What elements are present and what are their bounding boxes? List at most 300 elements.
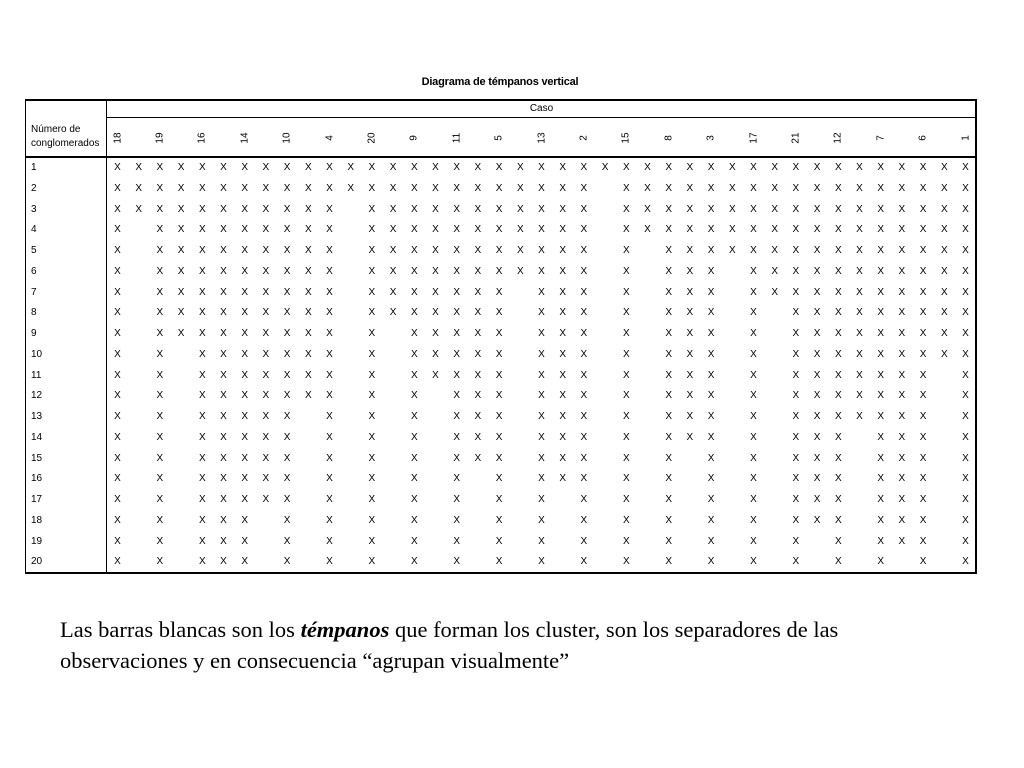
join-mark: X (559, 369, 567, 381)
case-mark: X (326, 203, 333, 215)
join-mark: X (856, 203, 863, 215)
case-mark: X (665, 203, 673, 215)
join-mark: X (644, 224, 651, 236)
join-mark: X (432, 348, 439, 360)
join-mark: X (389, 245, 397, 256)
case-mark: X (962, 245, 969, 256)
case-label-text: 12 (832, 132, 844, 144)
case-mark: X (495, 224, 503, 236)
case-mark: X (241, 494, 249, 505)
case-mark: X (665, 348, 673, 360)
case-mark: X (241, 307, 249, 319)
case-mark: X (962, 556, 969, 568)
join-mark: X (686, 411, 694, 422)
case-mark: X (834, 452, 842, 464)
join-mark: X (940, 203, 948, 215)
join-mark: X (177, 307, 185, 319)
case-mark: X (877, 203, 885, 215)
case-mark: X (410, 369, 418, 381)
case-mark: X (580, 411, 588, 422)
case-mark: X (834, 328, 842, 339)
join-mark: X (220, 473, 227, 485)
join-mark: X (601, 162, 609, 173)
caption (60, 614, 960, 676)
row-header: Número de conglomerados (31, 124, 100, 149)
case-label (573, 120, 594, 156)
case-mark: X (750, 369, 757, 381)
case-mark: X (410, 431, 418, 443)
case-mark: X (962, 535, 969, 547)
case-mark: X (156, 494, 164, 505)
case-mark: X (580, 245, 588, 256)
cluster-count-label: 16 (31, 473, 43, 485)
case-mark: X (368, 328, 376, 339)
case-mark: X (326, 514, 333, 526)
case-mark: X (241, 390, 249, 402)
case-mark: X (326, 245, 333, 256)
case-mark: X (834, 286, 842, 298)
cluster-count-label: 2 (31, 182, 37, 194)
case-label (489, 120, 510, 156)
join-mark: X (304, 369, 312, 381)
case-mark: X (326, 328, 333, 339)
case-mark: X (326, 162, 333, 173)
join-mark: X (220, 265, 227, 277)
case-mark: X (665, 182, 673, 194)
join-mark: X (940, 182, 948, 194)
case-mark: X (241, 473, 249, 485)
case-mark: X (622, 431, 630, 443)
case-mark: X (962, 494, 969, 505)
case-mark: X (326, 224, 333, 236)
case-mark: X (792, 431, 800, 443)
case-mark: X (580, 224, 588, 236)
case-mark: X (622, 328, 630, 339)
case-mark: X (919, 265, 927, 277)
join-mark: X (686, 286, 694, 298)
join-mark: X (856, 224, 863, 236)
case-mark: X (665, 431, 673, 443)
case-mark: X (962, 348, 969, 360)
join-mark: X (262, 390, 270, 402)
case-mark: X (410, 224, 418, 236)
join-mark: X (474, 431, 482, 443)
case-mark: X (792, 452, 800, 464)
join-mark: X (177, 265, 185, 277)
case-label-text: 2 (578, 135, 590, 141)
case-mark: X (707, 452, 715, 464)
case-mark: X (198, 307, 206, 319)
case-label (870, 120, 891, 156)
join-mark: X (516, 245, 524, 256)
case-mark: X (326, 265, 333, 277)
join-mark: X (940, 348, 948, 360)
case-label (192, 120, 213, 156)
case-mark: X (114, 535, 121, 547)
case-mark: X (877, 494, 885, 505)
case-mark: X (750, 182, 757, 194)
case-mark: X (495, 535, 503, 547)
case-label (828, 120, 849, 156)
case-mark: X (707, 286, 715, 298)
join-mark: X (304, 348, 312, 360)
case-mark: X (156, 348, 164, 360)
cluster-count-label: 11 (31, 369, 42, 381)
case-mark: X (962, 411, 969, 422)
join-mark: X (686, 390, 694, 402)
case-mark: X (114, 328, 121, 339)
case-mark: X (580, 556, 588, 568)
case-mark: X (453, 452, 461, 464)
case-mark: X (622, 494, 630, 505)
case-mark: X (707, 265, 715, 277)
case-mark: X (156, 411, 164, 422)
case-mark: X (962, 307, 969, 319)
case-label-text: 1 (960, 135, 971, 141)
case-mark: X (665, 494, 673, 505)
case-mark: X (877, 245, 885, 256)
case-mark: X (580, 328, 588, 339)
case-mark: X (368, 369, 376, 381)
join-mark: X (220, 431, 227, 443)
case-mark: X (792, 245, 800, 256)
case-mark: X (919, 494, 927, 505)
case-mark: X (750, 348, 757, 360)
case-mark: X (792, 369, 800, 381)
case-mark: X (198, 348, 206, 360)
join-mark: X (728, 182, 736, 194)
cluster-count-label: 8 (31, 307, 37, 319)
join-mark: X (898, 348, 906, 360)
case-mark: X (495, 182, 503, 194)
case-mark: X (877, 162, 885, 173)
join-mark: X (898, 390, 906, 402)
case-mark: X (622, 348, 630, 360)
case-label (446, 120, 467, 156)
case-mark: X (580, 535, 588, 547)
join-mark: X (898, 265, 906, 277)
join-mark: X (262, 182, 270, 194)
case-mark: X (326, 431, 333, 443)
case-mark: X (750, 411, 757, 422)
join-mark: X (559, 473, 567, 485)
caso-divider (106, 117, 977, 118)
join-mark: X (474, 224, 482, 236)
case-mark: X (326, 182, 333, 194)
case-mark: X (665, 473, 673, 485)
case-mark: X (877, 348, 885, 360)
join-mark: X (177, 245, 185, 256)
case-mark: X (198, 369, 206, 381)
case-mark: X (665, 328, 673, 339)
case-mark: X (156, 162, 164, 173)
join-mark: X (559, 431, 567, 443)
join-mark: X (474, 328, 482, 339)
case-mark: X (665, 162, 673, 173)
case-mark: X (622, 286, 630, 298)
join-mark: X (686, 245, 694, 256)
join-mark: X (474, 348, 482, 360)
case-mark: X (622, 369, 630, 381)
case-mark: X (538, 535, 545, 547)
join-mark: X (432, 286, 439, 298)
caption-emphasis: témpanos (300, 617, 390, 642)
case-mark: X (877, 182, 885, 194)
case-label (743, 120, 764, 156)
case-mark: X (834, 245, 842, 256)
case-mark: X (198, 328, 206, 339)
join-mark: X (813, 390, 821, 402)
join-mark: X (389, 182, 397, 194)
case-mark: X (114, 286, 121, 298)
case-mark: X (114, 348, 121, 360)
join-mark: X (728, 203, 736, 215)
case-mark: X (241, 514, 249, 526)
join-mark: X (940, 307, 948, 319)
case-mark: X (919, 452, 927, 464)
join-mark: X (856, 328, 863, 339)
case-mark: X (453, 473, 461, 485)
case-mark: X (114, 452, 121, 464)
case-mark: X (622, 224, 630, 236)
join-mark: X (559, 411, 567, 422)
join-mark: X (220, 452, 227, 464)
join-mark: X (220, 348, 227, 360)
cluster-count-label: 13 (31, 411, 43, 422)
case-mark: X (665, 411, 673, 422)
join-mark: X (559, 182, 567, 194)
case-label (404, 120, 425, 156)
join-mark: X (813, 307, 821, 319)
join-mark: X (432, 182, 439, 194)
case-mark: X (495, 452, 503, 464)
case-mark: X (919, 286, 927, 298)
case-mark: X (283, 411, 291, 422)
case-mark: X (792, 535, 800, 547)
case-mark: X (156, 369, 164, 381)
join-mark: X (304, 328, 312, 339)
case-label (361, 120, 382, 156)
case-mark: X (156, 182, 164, 194)
case-mark: X (495, 556, 503, 568)
case-mark: X (410, 265, 418, 277)
case-mark: X (241, 224, 249, 236)
join-mark: X (813, 182, 821, 194)
join-mark: X (856, 162, 863, 173)
case-mark: X (283, 390, 291, 402)
join-mark: X (856, 390, 863, 402)
case-mark: X (580, 203, 588, 215)
case-mark: X (622, 265, 630, 277)
case-mark: X (368, 203, 376, 215)
cluster-count-label: 12 (31, 390, 43, 402)
case-mark: X (410, 514, 418, 526)
case-mark: X (114, 556, 121, 568)
join-mark: X (686, 369, 694, 381)
join-mark: X (389, 162, 397, 173)
case-mark: X (495, 162, 503, 173)
case-label-text: 18 (112, 132, 123, 144)
join-mark: X (898, 162, 906, 173)
join-mark: X (474, 286, 482, 298)
join-mark: X (474, 452, 482, 464)
case-mark: X (962, 328, 969, 339)
join-mark: X (813, 473, 821, 485)
case-mark: X (834, 369, 842, 381)
case-mark: X (962, 265, 969, 277)
join-mark: X (813, 328, 821, 339)
case-mark: X (114, 431, 121, 443)
join-mark: X (728, 245, 736, 256)
case-mark: X (622, 182, 630, 194)
join-mark: X (856, 369, 863, 381)
case-mark: X (750, 431, 757, 443)
case-mark: X (326, 494, 333, 505)
case-mark: X (156, 328, 164, 339)
case-mark: X (877, 224, 885, 236)
join-mark: X (771, 224, 779, 236)
join-mark: X (220, 514, 227, 526)
case-mark: X (877, 411, 885, 422)
case-mark: X (283, 369, 291, 381)
case-mark: X (962, 473, 969, 485)
case-label-text: 3 (705, 135, 717, 141)
join-mark: X (347, 162, 355, 173)
join-mark: X (559, 307, 567, 319)
case-mark: X (156, 203, 164, 215)
join-mark: X (559, 203, 567, 215)
case-mark: X (877, 286, 885, 298)
case-mark: X (198, 411, 206, 422)
case-mark: X (919, 390, 927, 402)
case-mark: X (834, 494, 842, 505)
case-mark: X (962, 162, 969, 173)
join-mark: X (771, 162, 779, 173)
case-mark: X (919, 203, 927, 215)
case-mark: X (198, 245, 206, 256)
case-label (319, 120, 340, 156)
case-mark: X (792, 390, 800, 402)
case-mark: X (368, 535, 376, 547)
cluster-count-label: 20 (31, 556, 43, 568)
case-mark: X (156, 286, 164, 298)
join-mark: X (559, 245, 567, 256)
join-mark: X (220, 328, 227, 339)
join-mark: X (304, 224, 312, 236)
join-mark: X (220, 307, 227, 319)
case-mark: X (241, 556, 249, 568)
join-mark: X (177, 203, 185, 215)
case-mark: X (198, 431, 206, 443)
join-mark: X (220, 203, 227, 215)
join-mark: X (262, 286, 270, 298)
case-mark: X (919, 348, 927, 360)
case-mark: X (283, 473, 291, 485)
case-mark: X (156, 431, 164, 443)
join-mark: X (856, 245, 863, 256)
case-mark: X (198, 556, 206, 568)
case-mark: X (580, 494, 588, 505)
case-mark: X (877, 473, 885, 485)
case-mark: X (368, 265, 376, 277)
case-mark: X (962, 182, 969, 194)
case-mark: X (241, 265, 249, 277)
case-mark: X (622, 307, 630, 319)
case-mark: X (538, 307, 545, 319)
join-mark: X (771, 203, 779, 215)
case-mark: X (495, 328, 503, 339)
case-mark: X (198, 390, 206, 402)
case-mark: X (538, 245, 545, 256)
case-mark: X (283, 245, 291, 256)
case-label-text: 20 (366, 132, 378, 144)
join-mark: X (304, 162, 312, 173)
case-mark: X (453, 411, 461, 422)
case-mark: X (453, 390, 461, 402)
case-mark: X (707, 307, 715, 319)
case-mark: X (877, 535, 885, 547)
join-mark: X (940, 286, 948, 298)
case-mark: X (834, 307, 842, 319)
join-mark: X (559, 452, 567, 464)
case-mark: X (834, 390, 842, 402)
join-mark: X (262, 245, 270, 256)
join-mark: X (262, 348, 270, 360)
case-mark: X (283, 348, 291, 360)
case-mark: X (410, 162, 418, 173)
case-mark: X (495, 514, 503, 526)
join-mark: X (644, 203, 651, 215)
join-mark: X (940, 328, 948, 339)
case-mark: X (538, 431, 545, 443)
case-mark: X (538, 494, 545, 505)
case-mark: X (834, 411, 842, 422)
case-mark: X (707, 390, 715, 402)
join-mark: X (347, 182, 355, 194)
join-mark: X (220, 556, 227, 568)
join-mark: X (220, 411, 227, 422)
case-label-text: 16 (196, 132, 208, 144)
join-mark: X (559, 286, 567, 298)
case-mark: X (538, 328, 545, 339)
case-mark: X (622, 390, 630, 402)
case-mark: X (538, 369, 545, 381)
case-mark: X (410, 348, 418, 360)
case-mark: X (538, 452, 545, 464)
case-mark: X (495, 286, 503, 298)
case-mark: X (750, 473, 757, 485)
case-mark: X (495, 265, 503, 277)
case-label (701, 120, 722, 156)
case-mark: X (326, 348, 333, 360)
case-mark: X (919, 556, 927, 568)
cluster-count-label: 3 (31, 203, 37, 215)
join-mark: X (856, 348, 863, 360)
case-mark: X (495, 348, 503, 360)
case-mark: X (410, 203, 418, 215)
case-mark: X (834, 535, 842, 547)
case-mark: X (410, 245, 418, 256)
case-mark: X (919, 224, 927, 236)
case-mark: X (241, 348, 249, 360)
case-mark: X (368, 286, 376, 298)
case-mark: X (750, 224, 757, 236)
join-mark: X (898, 307, 906, 319)
case-mark: X (114, 265, 121, 277)
case-label (785, 120, 806, 156)
case-mark: X (283, 182, 291, 194)
case-mark: X (834, 162, 842, 173)
